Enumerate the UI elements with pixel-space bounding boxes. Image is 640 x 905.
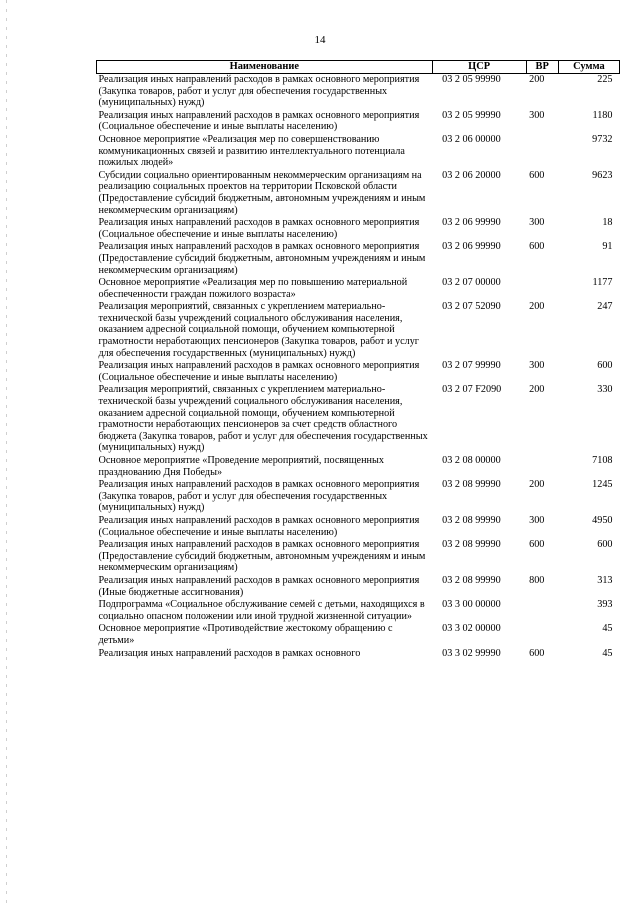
row-name: Основное мероприятие «Проведение мероприятий, посвященных празднованию Дня Победы»: [98, 455, 384, 478]
row-name: Реализация иных направлений расходов в рамках основного мероприятия (Закупка товаров, работ и услуг для обеспечения государственных (муниципальных) нужд): [98, 479, 420, 514]
row-csr: 03 2 08 99990: [442, 479, 501, 491]
row-vr: [526, 277, 558, 301]
row-csr: 03 2 07 F2090: [442, 384, 502, 396]
table-row: [97, 301, 620, 360]
budget-table: [96, 60, 620, 660]
table-row: [97, 277, 620, 301]
row-name: Реализация мероприятий, связанных с укреплением материально-технической базы учреждений социального обслуживания населения, оказанием адресной социальной помощи, обучением компьютерной грамотности неработающих пенсионеров за счет средств областного бюджета (Закупка товаров, работ и услуг для обеспечения государственных (муниципальных) нужд): [98, 384, 428, 454]
table-row: [97, 455, 620, 479]
row-csr: 03 2 08 00000: [442, 455, 501, 466]
row-vr: 600: [529, 647, 545, 659]
row-name: Реализация иных направлений расходов в рамках основного мероприятия (Предоставление субсидий бюджетным, автономным учреждениям и иным некоммерческим организациям): [98, 241, 426, 276]
header-csr: ЦСР: [432, 61, 526, 74]
row-csr: 03 2 07 52090: [442, 301, 501, 313]
row-csr: 03 3 00 00000: [442, 599, 501, 611]
row-vr: 200: [529, 74, 545, 85]
row-sum: 313: [597, 574, 613, 586]
row-csr: 03 2 06 99990: [442, 241, 501, 253]
row-name: Реализация иных направлений расходов в рамках основного мероприятия (Иные бюджетные ассигнования): [98, 574, 420, 598]
row-sum: 247: [597, 301, 613, 313]
row-name: Реализация иных направлений расходов в рамках основного мероприятия (Социальное обеспечение и иные выплаты населению): [98, 514, 420, 538]
table-row: [97, 479, 620, 515]
table-row: [97, 360, 620, 384]
row-csr: 03 2 08 99990: [442, 574, 501, 586]
row-csr: 03 2 05 99990: [442, 74, 501, 85]
row-sum: 393: [597, 599, 613, 611]
row-sum: 1177: [592, 277, 613, 289]
row-csr: 03 2 07 00000: [442, 277, 501, 289]
row-name: Реализация иных направлений расходов в рамках основного мероприятия (Социальное обеспечение и иные выплаты населению): [98, 360, 420, 383]
row-name: Основное мероприятие «Реализация мер по повышению материальной обеспеченности граждан пожилого возраста»: [98, 277, 408, 300]
row-vr: [526, 599, 558, 623]
row-sum: 1180: [592, 109, 613, 121]
row-name: Реализация иных направлений расходов в рамках основного мероприятия (Социальное обеспечение и иные выплаты населению): [98, 217, 420, 240]
row-vr: [526, 623, 558, 647]
row-vr: 600: [529, 241, 545, 253]
row-name: Реализация иных направлений расходов в рамках основного мероприятия (Закупка товаров, работ и услуг для обеспечения государственных (муниципальных) нужд): [98, 74, 420, 109]
row-vr: [526, 455, 558, 479]
table-row: [97, 134, 620, 170]
row-sum: 4950: [592, 514, 613, 526]
table-row: [97, 623, 620, 647]
table-row: [97, 217, 620, 241]
row-sum: 600: [597, 539, 613, 551]
row-vr: 800: [529, 574, 545, 586]
table-row: [97, 648, 620, 661]
row-sum: 45: [602, 647, 613, 659]
row-vr: 600: [529, 539, 545, 551]
row-name: Реализация мероприятий, связанных с укреплением материально-технической базы учреждений социального обслуживания населения, оказанием адресной социальной помощи, обучением компьютерной грамотности неработающих пенсионеров (Закупка товаров, работ и услуг для обеспечения государственных (муниципальных) нужд): [98, 301, 419, 359]
row-csr: 03 2 06 20000: [442, 169, 501, 181]
header-sum: Сумма: [558, 61, 619, 74]
row-vr: 200: [529, 479, 545, 491]
scan-edge-artifact: [6, 0, 7, 905]
header-vr: ВР: [526, 61, 558, 74]
row-csr: 03 2 07 99990: [442, 360, 501, 372]
row-vr: 200: [529, 301, 545, 313]
row-csr: 03 3 02 99990: [442, 647, 501, 659]
row-vr: 600: [529, 169, 545, 181]
row-sum: 600: [597, 360, 613, 372]
row-vr: [526, 134, 558, 170]
table-row: [97, 74, 620, 110]
table-row: [97, 575, 620, 599]
row-sum: 7108: [592, 455, 613, 466]
table-row: [97, 384, 620, 455]
row-vr: 300: [529, 514, 545, 526]
row-name: Реализация иных направлений расходов в рамках основного мероприятия (Предоставление субсидий бюджетным, автономным учреждениям и иным некоммерческим организациям): [98, 539, 426, 574]
row-vr: 300: [529, 217, 545, 229]
row-name: Основное мероприятие «Противодействие жестокому обращению с детьми»: [98, 623, 393, 646]
header-name: Наименование: [97, 61, 433, 74]
row-sum: 1245: [592, 479, 613, 491]
row-csr: 03 2 06 99990: [442, 217, 501, 229]
row-csr: 03 2 08 99990: [442, 539, 501, 551]
table-row: [97, 241, 620, 277]
row-sum: 9623: [592, 169, 613, 181]
table-row: [97, 515, 620, 539]
row-name: Реализация иных направлений расходов в рамках основного: [98, 647, 361, 659]
row-sum: 18: [602, 217, 613, 229]
row-csr: 03 2 06 00000: [442, 133, 501, 145]
table-header-row: [97, 61, 620, 74]
row-sum: 225: [597, 74, 613, 85]
row-sum: 45: [602, 623, 613, 635]
row-name: Подпрограмма «Социальное обслуживание семей с детьми, находящихся в социально опасном положении или иной трудной жизненной ситуации»: [98, 599, 425, 622]
row-name: Реализация иных направлений расходов в рамках основного мероприятия (Социальное обеспечение и иные выплаты населению): [98, 109, 420, 133]
row-name: Основное мероприятие «Реализация мер по совершенствованию коммуникационных связей и развитию интеллектуального потенциала пожилых людей»: [98, 133, 405, 169]
table-row: [97, 539, 620, 575]
row-sum: 91: [602, 241, 613, 253]
row-sum: 330: [597, 384, 613, 396]
row-csr: 03 3 02 00000: [442, 623, 501, 635]
row-sum: 9732: [592, 133, 613, 145]
table-row: [97, 170, 620, 217]
row-csr: 03 2 05 99990: [442, 109, 501, 121]
row-vr: 300: [529, 109, 545, 121]
row-csr: 03 2 08 99990: [442, 514, 501, 526]
table-row: [97, 110, 620, 134]
row-vr: 200: [529, 384, 545, 396]
row-name: Субсидии социально ориентированным некоммерческим организациям на реализацию социальных проектов на территории Псковской области (Предоставление субсидий бюджетным, автономным учреждениям и иным некоммерческим организациям): [98, 169, 426, 216]
table-row: [97, 599, 620, 623]
page-number: 14: [314, 34, 326, 46]
row-vr: 300: [529, 360, 545, 372]
